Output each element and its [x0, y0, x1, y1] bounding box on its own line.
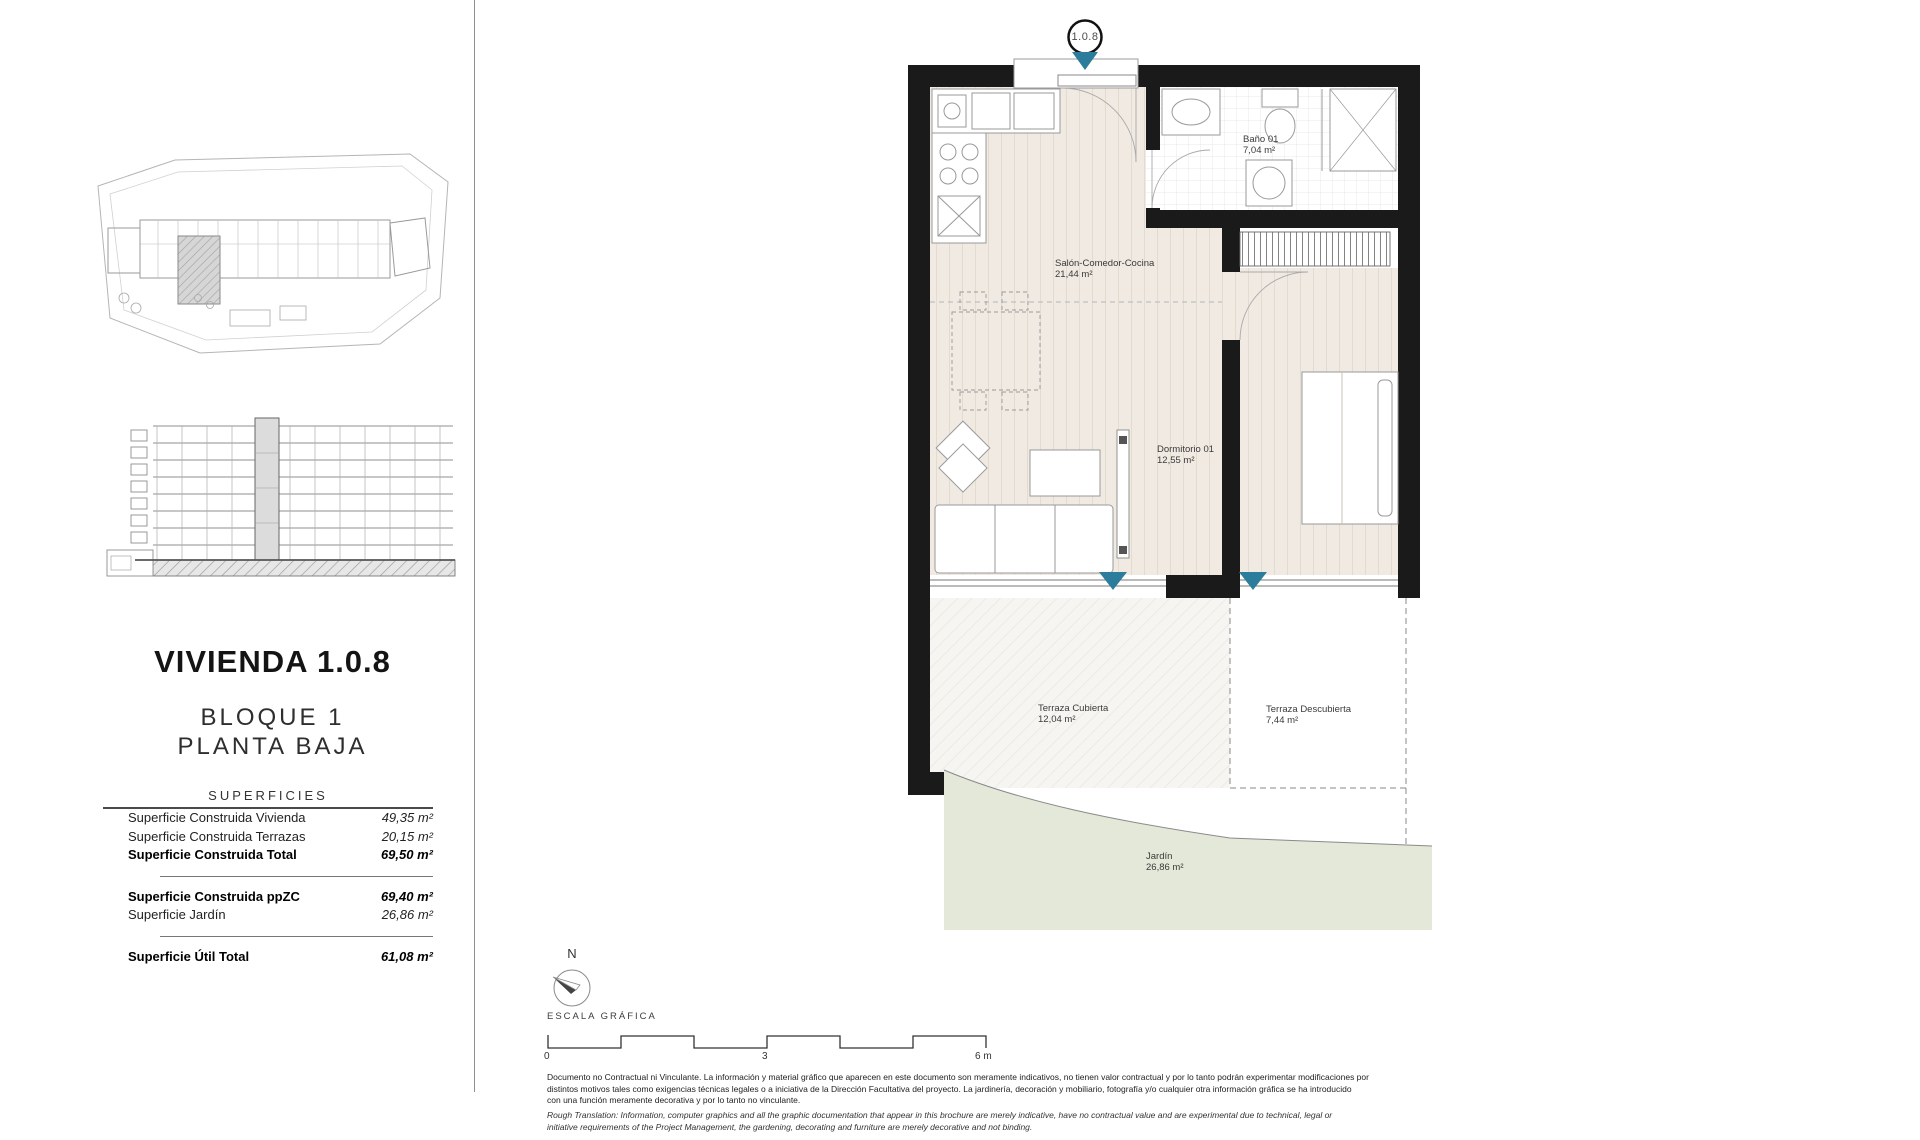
- table-row-util-total: Superficie Útil Total 61,08 m²: [128, 948, 433, 964]
- unit-badge-label: 1.0.8: [1071, 31, 1099, 43]
- elevation-mullions: [157, 426, 440, 560]
- site-building-block: [108, 218, 430, 278]
- room-label-dormitorio: Dormitorio 01 12,55 m²: [1157, 444, 1215, 466]
- superficies-heading: SUPERFICIES: [208, 788, 328, 803]
- disclaimer-spanish: Documento no Contractual ni Vinculante. La información y material gráfico que aparecen en este documento son meramente indicativos, no tienen valor contractual y por lo tanto podrán experimentar modificaciones por distintos motivos tales como exigencias técnicas legales o a iniciativa de la Dirección Facultativa del proyecto. La jardinería, decoración y mobiliario, fotografía y/o cualquier otra información gráfica se ha introducido con una función meramente decorativa y por lo tanto no vinculante.: [547, 1072, 1369, 1105]
- floor-plan-drawing: [870, 15, 1470, 940]
- covered-terrace-floor: [930, 598, 1230, 788]
- scale-tick-6: 6 m: [975, 1051, 992, 1062]
- disclaimer-english: Rough Translation: Information, computer graphics and all the graphic documentation that appear in this brochure are merely indicative, have no contractual value and are experimental due to technical, legal or initiative requirements of the Project Management, the gardening, decorating and furniture are merely decorative and not binding.: [547, 1110, 1333, 1132]
- table-row: Superficie Construida Vivienda 49,35 m²: [128, 810, 433, 825]
- table-divider: [160, 876, 433, 877]
- scale-tick-0: 0: [544, 1051, 550, 1062]
- room-label-terraza-cubierta: Terraza Cubierta 12,04 m²: [1038, 703, 1109, 725]
- table-row: Superficie Construida ppZC 69,40 m²: [128, 888, 433, 904]
- garden-area: [944, 770, 1432, 930]
- radiator: [1117, 430, 1129, 558]
- highlighted-unit: [178, 236, 220, 304]
- elevation-balconies: [131, 430, 147, 543]
- page-divider: [474, 0, 475, 1092]
- wardrobe: [1240, 232, 1390, 266]
- table-row: Superficie Construida Terrazas 20,15 m²: [128, 828, 433, 844]
- bed: [1302, 372, 1398, 524]
- site-plan-drawing: [80, 148, 460, 398]
- table-divider: [160, 936, 433, 937]
- sliding-windows: [930, 580, 1398, 586]
- room-label-terraza-descubierta: Terraza Descubierta 7,44 m²: [1266, 704, 1352, 726]
- north-label: N: [567, 946, 577, 961]
- room-label-salon: Salón-Comedor-Cocina 21,44 m²: [1055, 258, 1155, 280]
- room-label-jardin: Jardín 26,86 m²: [1146, 851, 1184, 873]
- block-label: BLOQUE 1: [200, 704, 345, 731]
- graphic-scale-bar: [548, 1035, 986, 1048]
- room-label-bano: Baño 01 7,04 m²: [1243, 134, 1279, 156]
- unit-title: VIVIENDA 1.0.8: [154, 644, 391, 679]
- scale-tick-3: 3: [762, 1051, 768, 1062]
- floor-label: PLANTA BAJA: [177, 733, 368, 760]
- scale-bar-drawing: [530, 945, 1010, 1060]
- table-row-total: Superficie Construida Total 69,50 m²: [128, 847, 433, 862]
- elevation-core: [255, 418, 279, 560]
- table-row: Superficie Jardín 26,86 m²: [128, 907, 433, 922]
- elevation-slabs: [153, 426, 453, 545]
- elevation-ground: [153, 560, 455, 576]
- superficies-table: [103, 788, 433, 966]
- open-terrace-floor: [1230, 598, 1406, 788]
- scale-caption: ESCALA GRÁFICA: [547, 1011, 657, 1022]
- building-elevation-drawing: [95, 408, 465, 593]
